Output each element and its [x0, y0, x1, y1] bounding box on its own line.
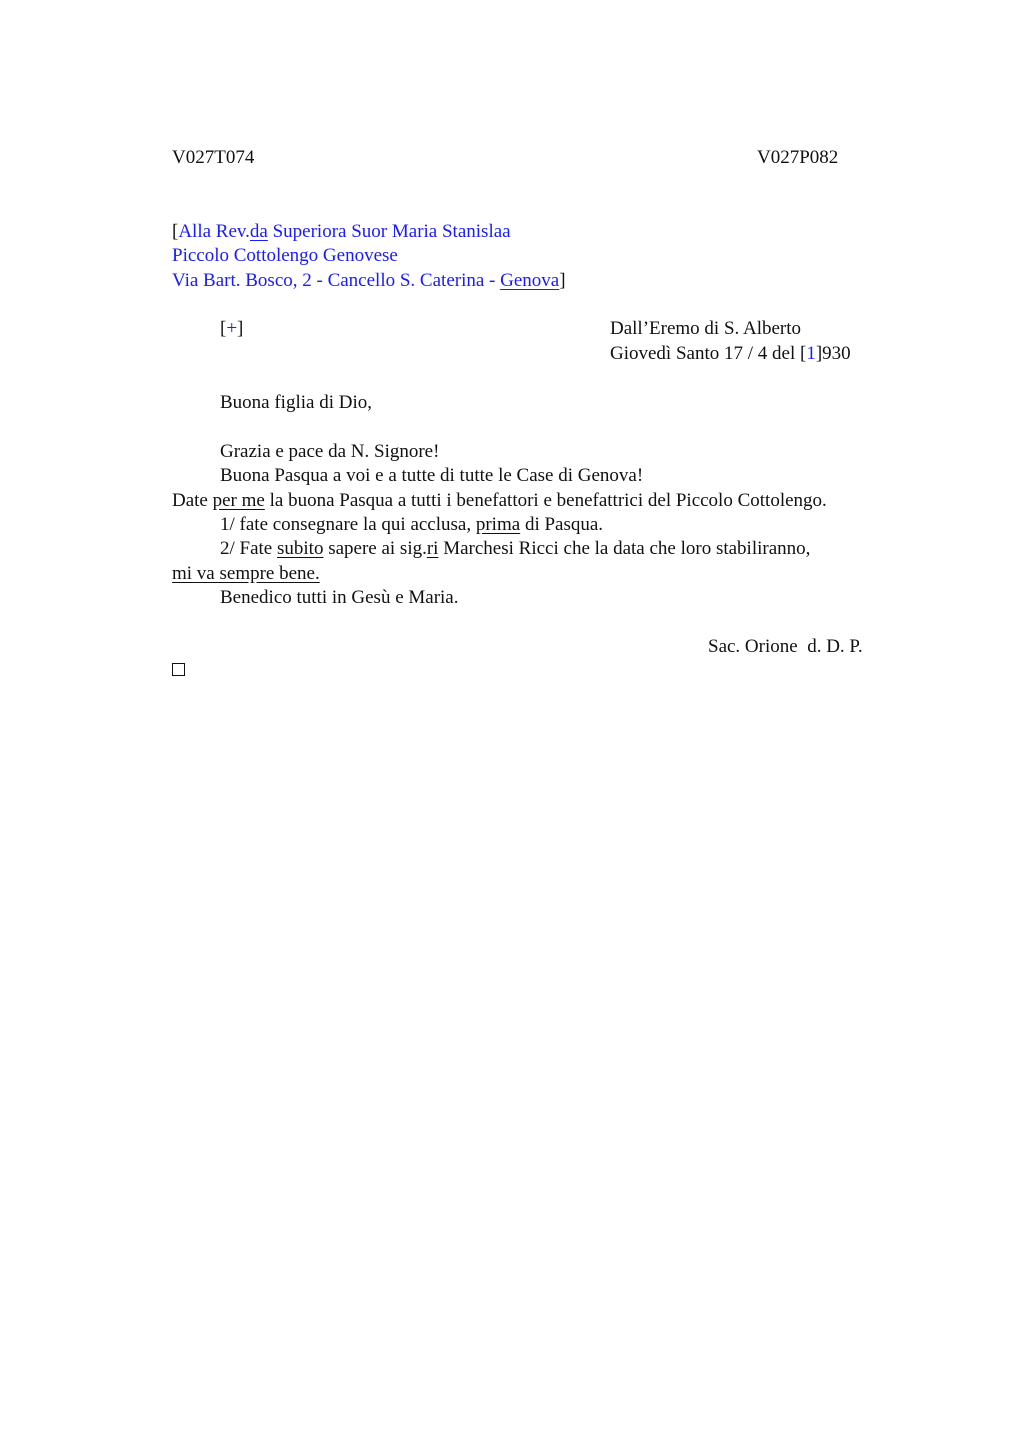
item-2-continuation: mi va sempre bene. — [172, 563, 320, 584]
bracket-close: ] — [815, 343, 823, 364]
date-year-digit: 1 — [806, 343, 816, 364]
text-run: Marchesi Ricci che la data che loro stabiliranno, — [438, 538, 811, 559]
underlined-text: prima — [475, 514, 521, 535]
text-run: di Pasqua. — [520, 514, 604, 535]
document-code-right: V027P082 — [757, 147, 839, 168]
text-run: 1/ fate consegnare la qui acclusa, — [220, 514, 476, 535]
address-city: Genova — [500, 270, 560, 291]
blessing-line: Benedico tutti in Gesù e Maria. — [220, 587, 459, 608]
date-text: Giovedì Santo 17 / 4 del — [610, 343, 800, 364]
item-1 — [220, 513, 603, 537]
address-line-2: Piccolo Cottolengo Genovese — [172, 245, 398, 266]
text-run: Date — [172, 490, 213, 511]
benefactors-line — [172, 489, 827, 513]
letter-place: Dall’Eremo di S. Alberto — [610, 318, 802, 339]
address-line-3 — [172, 269, 566, 293]
salutation: Buona figlia di Dio, — [220, 392, 372, 413]
text-run: sapere ai sig. — [323, 538, 427, 559]
letter-date — [610, 342, 851, 366]
underlined-text: per me — [212, 490, 265, 511]
address-recipient-abbrev: da — [249, 221, 268, 242]
text-run: 2/ Fate — [220, 538, 277, 559]
signature: Sac. Orione d. D. P. — [708, 636, 863, 657]
cross-mark — [220, 317, 243, 341]
date-year-rest: 930 — [822, 343, 851, 364]
document-code-left: V027T074 — [172, 147, 255, 168]
greeting-line: Grazia e pace da N. Signore! — [220, 441, 440, 462]
item-2 — [220, 537, 810, 561]
bracket-close: ] — [237, 318, 244, 339]
address-line-1 — [172, 220, 511, 244]
underlined-text: ri — [426, 538, 439, 559]
underlined-text: subito — [277, 538, 324, 559]
bracket-close: ] — [559, 270, 566, 291]
easter-wish-line: Buona Pasqua a voi e a tutte di tutte le Case di Genova! — [220, 465, 644, 486]
address-street: Via Bart. Bosco, 2 - Cancello S. Caterina - — [172, 270, 501, 291]
bracket-open: [ — [172, 221, 179, 242]
end-box-icon — [172, 663, 185, 676]
bracket-open: [ — [799, 343, 807, 364]
bracket-open: [ — [220, 318, 227, 339]
address-recipient-title: Alla Rev. — [178, 221, 250, 242]
text-run: la buona Pasqua a tutti i benefattori e benefattrici del Piccolo Cottolengo. — [264, 490, 827, 511]
address-recipient-name: Superiora Suor Maria Stanislaa — [267, 221, 511, 242]
cross-icon: + — [226, 318, 238, 339]
